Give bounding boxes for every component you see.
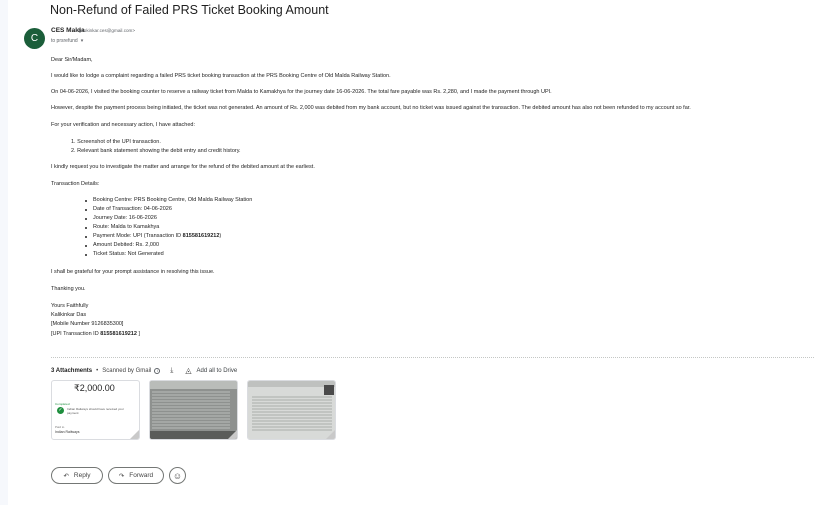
attached-item-2: 2. Relevant bank statement showing the debit entry and credit history. xyxy=(71,148,241,154)
reply-label: Reply xyxy=(73,472,91,479)
download-icon[interactable]: ⤓ xyxy=(170,366,174,374)
add-to-drive-icon[interactable]: ◬ xyxy=(185,366,192,375)
closing: Yours Faithfully xyxy=(51,303,89,309)
details-heading: Transaction Details: xyxy=(51,181,100,187)
detail-booking-centre: Booking Centre: PRS Booking Centre, Old Malda Railway Station xyxy=(93,197,253,203)
info-icon[interactable]: i xyxy=(154,368,160,374)
recipient-line[interactable] xyxy=(51,38,83,44)
page-fold-icon xyxy=(326,430,335,439)
email-view xyxy=(8,0,815,505)
thanking: Thanking you. xyxy=(51,286,86,292)
paragraph-1: I would like to lodge a complaint regarding a failed PRS ticket booking transaction at the PRS Booking Centre of Old Malda Railway Station. xyxy=(51,73,391,79)
attachment-bank-statement-2[interactable] xyxy=(247,380,336,440)
payment-transaction-id: 815581619212 xyxy=(182,233,220,239)
attachments-divider xyxy=(51,357,815,358)
thumb-payee-label: Paid to xyxy=(55,425,65,429)
paragraph-4: For your verification and necessary action, I have attached: xyxy=(51,122,195,128)
add-all-to-drive[interactable]: Add all to Drive xyxy=(196,367,238,374)
detail-journey-date: Journey Date: 16-06-2026 xyxy=(93,215,157,221)
recipient-text: to prsrefund xyxy=(51,38,78,44)
paragraph-2: On 04-06-2026, I visited the booking counter to reserve a railway ticket from Malda to Kamakhya for the journey date 16-06-2026. The total fare payable was Rs. 2,280, and I made the payment through UPI. xyxy=(51,89,552,95)
page-fold-icon xyxy=(228,430,237,439)
forward-button[interactable] xyxy=(108,467,164,484)
upi-prefix: [UPI Transaction ID xyxy=(51,331,101,337)
sender-name[interactable]: CES Malda xyxy=(51,27,85,34)
detail-route: Route: Malda to Kamakhya xyxy=(93,224,160,230)
sender-avatar[interactable]: C xyxy=(24,28,45,49)
thumb-status: Completed xyxy=(55,402,70,406)
attachments-bar xyxy=(51,366,237,375)
bullet-icon xyxy=(85,254,87,256)
sender-email: <geokinkar.ces@gmail.com> xyxy=(76,28,136,33)
emoji-smile-icon: ☺ xyxy=(172,470,183,481)
bullet-icon xyxy=(85,209,87,211)
reply-arrow-icon: ↶ xyxy=(63,472,69,480)
detail-amount: Amount Debited: Rs. 2,000 xyxy=(93,242,160,248)
detail-date: Date of Transaction: 04-06-2026 xyxy=(93,206,172,212)
attachment-bank-statement-1[interactable] xyxy=(149,380,238,440)
upi-suffix: ] xyxy=(136,331,140,337)
reply-button[interactable] xyxy=(51,467,103,484)
paragraph-5: I kindly request you to investigate the matter and arrange for the refund of the debited amount at the earliest. xyxy=(51,164,315,170)
attached-item-1: 1. Screenshot of the UPI transaction. xyxy=(71,139,161,145)
thumb-payee: Indian Railways xyxy=(55,430,80,434)
payment-mode-suffix: ) xyxy=(219,233,222,239)
payment-mode-prefix: Payment Mode: UPI (Transaction ID xyxy=(93,233,183,239)
bullet-icon xyxy=(85,245,87,247)
signer-name: Kalikinkar Das xyxy=(51,312,87,318)
forward-arrow-icon: ↷ xyxy=(118,472,125,480)
separator: • xyxy=(96,367,99,374)
forward-label: Forward xyxy=(129,472,154,479)
greeting: Dear Sir/Madam, xyxy=(51,57,93,63)
upi-transaction-id: 815581619212 xyxy=(100,331,137,337)
page-fold-icon xyxy=(130,430,139,439)
signer-upi xyxy=(51,332,140,338)
scanned-by-gmail: Scanned by Gmail xyxy=(102,367,152,374)
bullet-icon xyxy=(85,200,87,202)
paragraph-6: I shall be grateful for your prompt assistance in resolving this issue. xyxy=(51,269,215,275)
attachments-count: 3 Attachments xyxy=(51,367,93,374)
check-icon: ✓ xyxy=(58,407,63,413)
chevron-down-icon[interactable]: ▾ xyxy=(80,38,84,44)
document-preview-icon xyxy=(248,381,336,440)
bullet-icon xyxy=(85,227,87,229)
detail-ticket-status: Ticket Status: Not Generated xyxy=(93,251,164,257)
bullet-icon xyxy=(85,218,87,220)
thumb-amount: ₹2,000.00 xyxy=(74,383,115,393)
attachment-upi-screenshot[interactable] xyxy=(51,380,140,440)
paragraph-3: However, despite the payment process being initiated, the ticket was not generated. An amount of Rs. 2,000 was debited from my bank account, but no ticket was issued against the transaction. The debited amount has also not been refunded to my account so far. xyxy=(51,105,691,111)
thumb-message: Indian Railways should have received your payment xyxy=(67,407,124,415)
document-preview-icon xyxy=(150,381,238,440)
detail-payment-mode xyxy=(93,234,221,240)
signer-mobile: [Mobile Number 9126835300] xyxy=(51,321,124,327)
bullet-icon xyxy=(85,236,87,238)
emoji-reaction-button[interactable] xyxy=(169,467,186,484)
email-subject: Non-Refund of Failed PRS Ticket Booking Amount xyxy=(50,3,329,17)
